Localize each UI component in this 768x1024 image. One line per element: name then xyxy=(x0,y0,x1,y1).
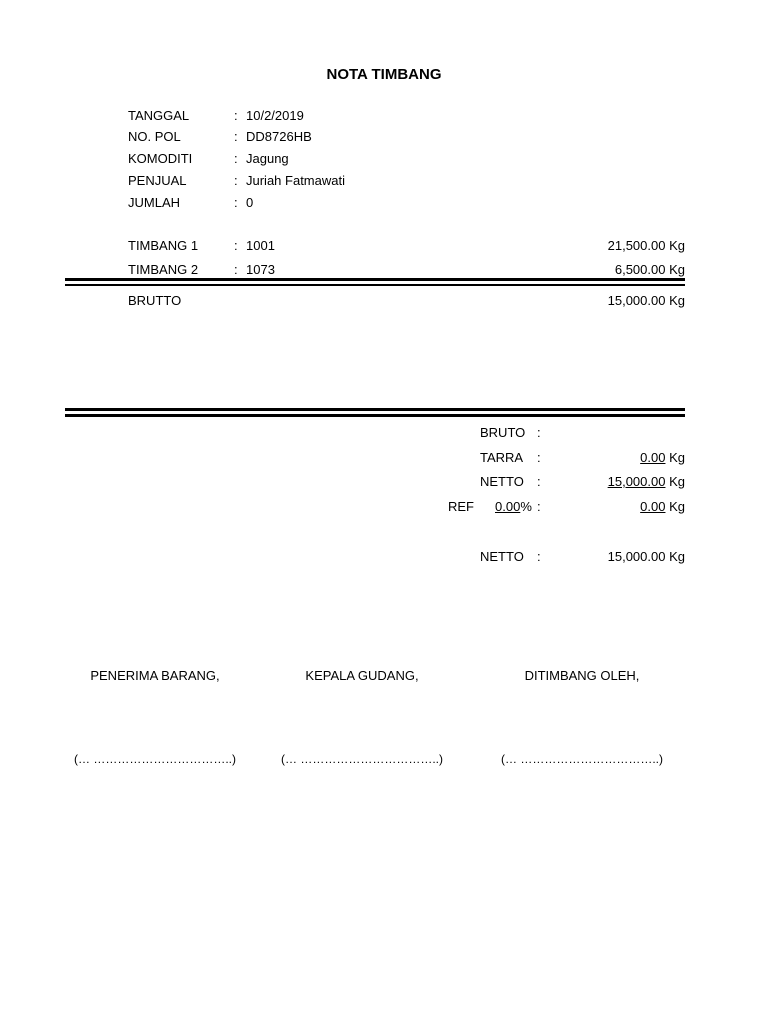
timbang1-weight-value: 21,500.00 xyxy=(607,238,666,253)
timbang1-colon: : xyxy=(234,238,238,253)
ref-value: 0.00 xyxy=(640,499,666,514)
ref-percent-value: 0.00 xyxy=(495,499,521,514)
timbang2-unit: Kg xyxy=(669,262,685,277)
komoditi-label: KOMODITI xyxy=(128,151,193,166)
komoditi-value: Jagung xyxy=(246,151,289,166)
signature-kepala-line: (… ……………………………..) xyxy=(281,752,443,766)
jumlah-label: JUMLAH xyxy=(128,195,181,210)
timbang1-unit: Kg xyxy=(669,238,685,253)
divider-line-2 xyxy=(65,284,685,286)
final-netto-colon: : xyxy=(537,549,541,564)
ref-percent xyxy=(495,499,532,514)
signature-ditimbang-line: (… ……………………………..) xyxy=(501,752,663,766)
penjual-value: Juriah Fatmawati xyxy=(246,173,345,188)
summary-netto-colon: : xyxy=(537,474,541,489)
tanggal-colon: : xyxy=(234,108,238,123)
tanggal-value: 10/2/2019 xyxy=(246,108,304,123)
jumlah-value: 0 xyxy=(246,195,254,210)
signature-kepala-label: KEPALA GUDANG, xyxy=(305,668,419,683)
ref-colon: : xyxy=(537,499,541,514)
divider-line-3 xyxy=(65,408,685,411)
summary-netto-weight xyxy=(608,474,685,489)
tarra-unit: Kg xyxy=(669,450,685,465)
divider-line-1 xyxy=(65,278,685,281)
signature-penerima-line: (… ……………………………..) xyxy=(74,752,236,766)
final-netto-weight xyxy=(608,549,685,564)
percent-sign: % xyxy=(520,499,532,514)
summary-tarra-weight xyxy=(640,450,685,465)
final-netto-label: NETTO xyxy=(480,549,524,564)
timbang2-colon: : xyxy=(234,262,238,277)
penjual-label: PENJUAL xyxy=(128,173,187,188)
ref-unit: Kg xyxy=(669,499,685,514)
final-netto-value: 15,000.00 xyxy=(607,549,666,564)
summary-bruto-colon: : xyxy=(537,425,541,440)
divider-line-4 xyxy=(65,414,685,417)
timbang1-label: TIMBANG 1 xyxy=(128,238,199,253)
signature-penerima-label: PENERIMA BARANG, xyxy=(90,668,220,683)
summary-tarra-label: TARRA xyxy=(480,450,524,465)
timbang1-number: 1001 xyxy=(246,238,275,253)
komoditi-colon: : xyxy=(234,151,238,166)
nopol-colon: : xyxy=(234,129,238,144)
nopol-label: NO. POL xyxy=(128,129,181,144)
summary-tarra-colon: : xyxy=(537,450,541,465)
nopol-value: DD8726HB xyxy=(246,129,312,144)
timbang2-label: TIMBANG 2 xyxy=(128,262,199,277)
timbang2-weight-value: 6,500.00 xyxy=(614,262,666,277)
netto-value: 15,000.00 xyxy=(607,474,666,489)
signature-ditimbang-label: DITIMBANG OLEH, xyxy=(524,668,640,683)
ref-weight xyxy=(640,499,685,514)
brutto-weight-value: 15,000.00 xyxy=(607,293,666,308)
netto-unit: Kg xyxy=(669,474,685,489)
document-title: NOTA TIMBANG xyxy=(326,66,442,83)
brutto-label: BRUTTO xyxy=(128,293,182,308)
ref-label: REF xyxy=(448,499,474,514)
brutto-unit: Kg xyxy=(669,293,685,308)
tarra-value: 0.00 xyxy=(640,450,666,465)
tanggal-label: TANGGAL xyxy=(128,108,190,123)
timbang2-weight xyxy=(615,262,685,277)
penjual-colon: : xyxy=(234,173,238,188)
summary-bruto-label: BRUTO xyxy=(480,425,526,440)
jumlah-colon: : xyxy=(234,195,238,210)
brutto-weight xyxy=(608,293,685,308)
timbang2-number: 1073 xyxy=(246,262,275,277)
final-netto-unit: Kg xyxy=(669,549,685,564)
timbang1-weight xyxy=(608,238,685,253)
summary-netto-label: NETTO xyxy=(480,474,524,489)
